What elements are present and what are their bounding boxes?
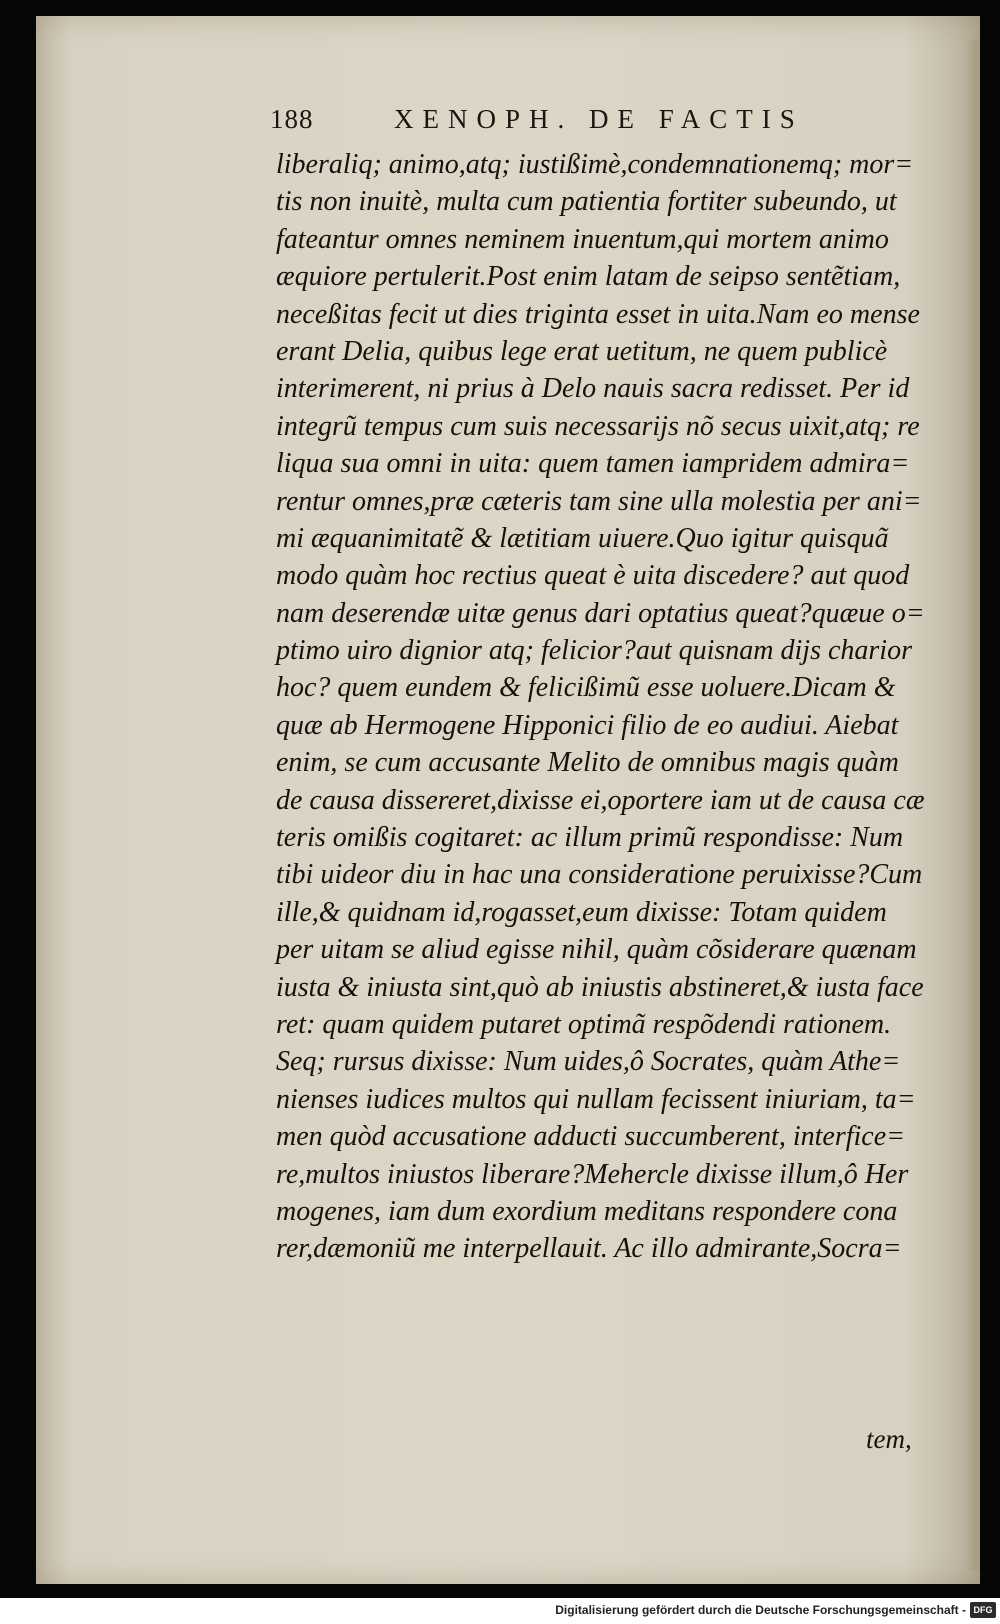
page-header xyxy=(270,104,910,140)
text-line: nam deserendæ uitæ genus dari optatius queat?quæue o= xyxy=(276,597,925,629)
text-line: ret: quam quidem putaret optimã respõdendi rationem. xyxy=(276,1008,892,1040)
text-line: integrũ tempus cum suis necessarijs nõ secus uixit,atq; re xyxy=(276,410,920,442)
text-line: rer,dæmoniũ me interpellauit. Ac illo admirante,Socra= xyxy=(276,1233,902,1265)
page-edge-shadow xyxy=(966,40,980,1570)
text-line: re,multos iniustos liberare?Mehercle dixisse illum,ô Her xyxy=(276,1158,909,1190)
text-line: men quòd accusatione adducti succumberent, interfice= xyxy=(276,1121,906,1153)
text-line: modo quàm hoc rectius queat è uita discedere? aut quod xyxy=(276,560,910,592)
text-line: hoc? quem eundem & felicißimũ esse uoluere.Dicam & xyxy=(276,672,896,704)
text-line: liqua sua omni in uita: quem tamen iampridem admira= xyxy=(276,448,910,480)
text-line: de causa dissereret,dixisse ei,oportere iam ut de causa cæ xyxy=(276,784,925,816)
text-line: teris omißis cogitaret: ac illum primũ respondisse: Num xyxy=(276,822,904,854)
text-line: tibi uideor diu in hac una consideratione peruixisse?Cum xyxy=(276,859,923,891)
text-line: iusta & iniusta sint,quò ab iniustis abstineret,& iusta face xyxy=(276,971,924,1003)
text-line: rentur omnes,præ cæteris tam sine ulla molestia per ani= xyxy=(276,485,922,517)
text-line: enim, se cum accusante Melito de omnibus magis quàm xyxy=(276,747,899,779)
text-line: interimerent, ni prius à Delo nauis sacra redisset. Per id xyxy=(276,373,910,405)
text-line: mi æquanimitatẽ & lætitiam uiuere.Quo igitur quisquã xyxy=(276,522,889,554)
text-line: ptimo uiro dignior atq; felicior?aut quisnam dijs charior xyxy=(276,635,912,667)
body-text xyxy=(276,146,956,1268)
text-line: erant Delia, quibus lege erat uetitum, ne quem publicè xyxy=(276,335,888,367)
text-line: æquiore pertulerit.Post enim latam de seipso sentẽtiam, xyxy=(276,261,901,293)
text-line: neceßitas fecit ut dies triginta esset in uita.Nam eo mense xyxy=(276,298,920,330)
dfg-logo-icon: DFG xyxy=(970,1602,996,1618)
funding-credit: Digitalisierung gefördert durch die Deutsche Forschungsgemeinschaft - xyxy=(555,1603,966,1617)
text-line: tis non inuitè, multa cum patientia fortiter subeundo, ut xyxy=(276,186,897,218)
running-title: XENOPH. DE FACTIS xyxy=(394,104,804,134)
text-line: mogenes, iam dum exordium meditans respondere cona xyxy=(276,1195,898,1227)
catchword: tem, xyxy=(866,1424,912,1454)
text-line: nienses iudices multos qui nullam fecissent iniuriam, ta= xyxy=(276,1083,916,1115)
text-line: ille,& quidnam id,rogasset,eum dixisse: Totam quidem xyxy=(276,896,887,928)
text-line: liberaliq; animo,atq; iustißimè,condemnationemq; mor= xyxy=(276,149,914,180)
text-line: fateantur omnes neminem inuentum,qui mortem animo xyxy=(276,223,889,255)
text-line: Seq; rursus dixisse: Num uides,ô Socrates, quàm Athe= xyxy=(276,1046,901,1078)
text-line: per uitam se aliud egisse nihil, quàm cõsiderare quænam xyxy=(276,934,917,966)
footer-bar xyxy=(0,1598,1000,1624)
text-line: quæ ab Hermogene Hipponici filio de eo audiui. Aiebat xyxy=(276,709,899,741)
page-number: 188 xyxy=(270,104,314,134)
